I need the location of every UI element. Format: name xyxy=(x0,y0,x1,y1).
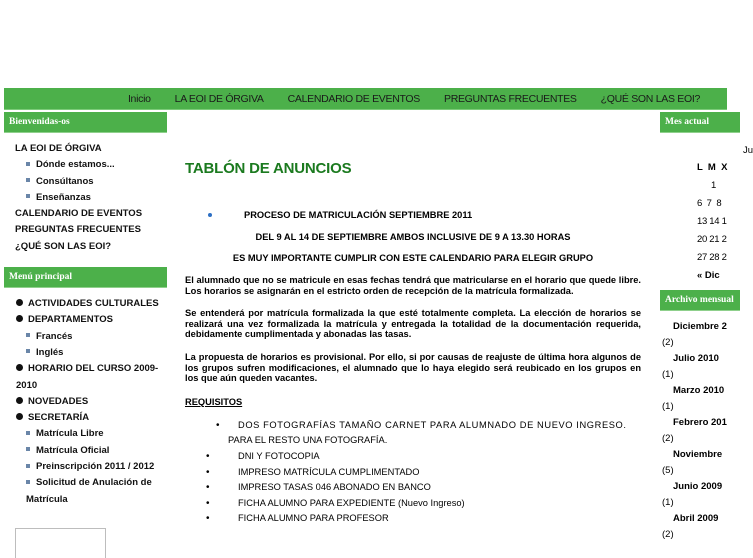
calendar-weekdays: L M X xyxy=(697,162,728,173)
menu-item-novedades[interactable]: NOVEDADES xyxy=(16,394,167,410)
menu-item-consultanos[interactable]: Consúltanos xyxy=(15,174,167,190)
menu-item-calendario[interactable]: CALENDARIO DE EVENTOS xyxy=(15,208,143,220)
main-content xyxy=(185,112,641,527)
calendar-week: 20 21 2 xyxy=(697,234,727,245)
important-line: ES MUY IMPORTANTE CUMPLIR CON ESTE CALENDARIO PARA ELEGIR GRUPO xyxy=(232,253,594,263)
disc-bullet-icon xyxy=(16,413,23,420)
list-item: • FICHA ALUMNO PARA EXPEDIENTE (Nuevo Ingreso) xyxy=(185,496,641,512)
menu-item-preinscripcion[interactable]: Preinscripción 2011 / 2012 xyxy=(16,459,167,475)
square-bullet-icon xyxy=(26,431,30,435)
archive-link[interactable]: Marzo 2010 xyxy=(673,385,725,396)
search-input[interactable] xyxy=(15,528,106,558)
archive-count: (1) xyxy=(662,369,674,380)
menu-item-matricula-oficial[interactable]: Matrícula Oficial xyxy=(16,443,167,459)
square-bullet-icon xyxy=(26,333,30,337)
square-bullet-icon xyxy=(26,194,30,198)
left-sidebar xyxy=(4,112,167,508)
calendar xyxy=(660,145,753,281)
headline-row xyxy=(185,210,641,220)
menu-item-ensenanzas[interactable]: Enseñanzas xyxy=(15,190,167,206)
square-bullet-icon xyxy=(26,464,30,468)
calendar-week: 1 xyxy=(697,180,717,191)
archive-link[interactable]: Junio 2009 xyxy=(673,481,723,492)
nav-inicio[interactable]: Inicio xyxy=(127,92,151,105)
list-item: • IMPRESO TASAS 046 ABONADO EN BANCO xyxy=(185,480,641,496)
calendar-week: 6 7 8 xyxy=(697,198,722,209)
archive-count: (2) xyxy=(662,337,674,348)
paragraph: Se entenderá por matrícula formalizada la que esté totalmente completa. La elección de horarios se realizará una vez formalizada la matrícula y entregada la totalidad de la documentación requerida, debidamente cumplimentada y abonadas las tasas. xyxy=(185,308,641,340)
square-bullet-icon xyxy=(26,447,30,451)
calendar-block-title: Mes actual xyxy=(660,112,740,133)
archive-link[interactable]: Abril 2009 xyxy=(673,513,719,524)
menu-item-solicitud-anulacion[interactable]: Solicitud de Anulación de Matrícula xyxy=(26,477,152,505)
page-title: TABLÓN DE ANUNCIOS xyxy=(185,160,352,177)
calendar-week: 27 28 2 xyxy=(697,252,727,263)
disc-bullet-icon xyxy=(16,364,23,371)
archive-count: (1) xyxy=(662,497,674,508)
disc-bullet-icon xyxy=(16,315,23,322)
list-item: • FICHA ALUMNO PARA PROFESOR xyxy=(185,511,641,527)
square-bullet-icon xyxy=(26,178,30,182)
square-bullet-icon xyxy=(26,162,30,166)
menu-item-que-son[interactable]: ¿QUÉ SON LAS EOI? xyxy=(15,240,112,252)
main-menu xyxy=(4,288,167,508)
list-item: • IMPRESO MATRÍCULA CUMPLIMENTADO xyxy=(185,465,641,481)
square-bullet-icon xyxy=(26,480,30,484)
list-item: • DOS FOTOGRAFÍAS TAMAÑO CARNET PARA ALUMNADO DE NUEVO INGRESO. PARA EL RESTO UNA FOTOGRAFÍA. xyxy=(185,418,641,449)
calendar-week: 13 14 1 xyxy=(697,216,727,227)
menu-item-matricula-libre[interactable]: Matrícula Libre xyxy=(16,426,167,442)
requirements-list xyxy=(185,418,641,527)
nav-la-eoi-de-orgiva[interactable]: LA EOI DE ÓRGIVA xyxy=(174,92,264,105)
top-navigation xyxy=(4,88,727,110)
main-menu-block-title: Menú principal xyxy=(4,267,167,288)
list-item: • DNI Y FOTOCOPIA xyxy=(185,449,641,465)
archive-count: (5) xyxy=(662,465,674,476)
bullet-icon xyxy=(208,213,212,217)
archive-link[interactable]: Julio 2010 xyxy=(673,353,719,364)
archive-block-title: Archivo mensual xyxy=(660,290,740,311)
welcome-block-title: Bienvenidas-os xyxy=(4,112,167,133)
archive-count: (2) xyxy=(662,433,674,444)
nav-calendario-de-eventos[interactable]: CALENDARIO DE EVENTOS xyxy=(287,92,420,105)
menu-item-ingles[interactable]: Inglés xyxy=(16,345,167,361)
requirements-title: REQUISITOS xyxy=(185,396,243,407)
paragraph: El alumnado que no se matricule en esas fechas tendrá que matricularse en el horario que quede libre. Los horarios se asignarán en el estricto orden de recepción de la matrícula formalizada. xyxy=(185,275,641,296)
headline: PROCESO DE MATRICULACIÓN SEPTIEMBRE 2011 xyxy=(244,210,473,220)
monthly-archive xyxy=(660,311,740,543)
nav-que-son-las-eoi[interactable]: ¿QUÉ SON LAS EOI? xyxy=(600,92,700,105)
dates-line: DEL 9 AL 14 DE SEPTIEMBRE AMBOS INCLUSIVE DE 9 A 13.30 HORAS xyxy=(255,232,571,242)
archive-link[interactable]: Febrero 201 xyxy=(673,417,727,428)
menu-item-la-eoi[interactable]: LA EOI DE ÓRGIVA xyxy=(15,143,102,154)
archive-count: (2) xyxy=(662,529,674,540)
calendar-prev-month-link[interactable]: « Dic xyxy=(697,270,720,281)
menu-item-preguntas[interactable]: PREGUNTAS FRECUENTES xyxy=(15,224,141,236)
menu-item-frances[interactable]: Francés xyxy=(16,329,167,345)
menu-item-donde-estamos[interactable]: Dónde estamos... xyxy=(15,157,167,173)
square-bullet-icon xyxy=(26,349,30,353)
menu-item-actividades[interactable]: ACTIVIDADES CULTURALES xyxy=(16,296,167,312)
nav-preguntas-frecuentes[interactable]: PREGUNTAS FRECUENTES xyxy=(443,92,577,105)
archive-link[interactable]: Noviembre xyxy=(673,449,723,460)
archive-count: (1) xyxy=(662,401,674,412)
calendar-month: Ju xyxy=(743,145,753,156)
disc-bullet-icon xyxy=(16,299,23,306)
disc-bullet-icon xyxy=(16,397,23,404)
welcome-menu xyxy=(4,133,167,255)
menu-item-horario[interactable]: HORARIO DEL CURSO 2009-2010 xyxy=(16,363,159,391)
menu-item-secretaria[interactable]: SECRETARÍA xyxy=(16,410,167,426)
paragraph: La propuesta de horarios es provisional. Por ello, si por causas de reajuste de última hora algunos de los grupos sufren modificaciones, el alumnado que lo haya elegido será reubicado en los grupos en los que aún queden vacantes. xyxy=(185,351,641,384)
archive-link[interactable]: Diciembre 2 xyxy=(673,321,727,332)
menu-item-departamentos[interactable]: DEPARTAMENTOS xyxy=(16,312,167,328)
right-sidebar xyxy=(660,112,753,543)
